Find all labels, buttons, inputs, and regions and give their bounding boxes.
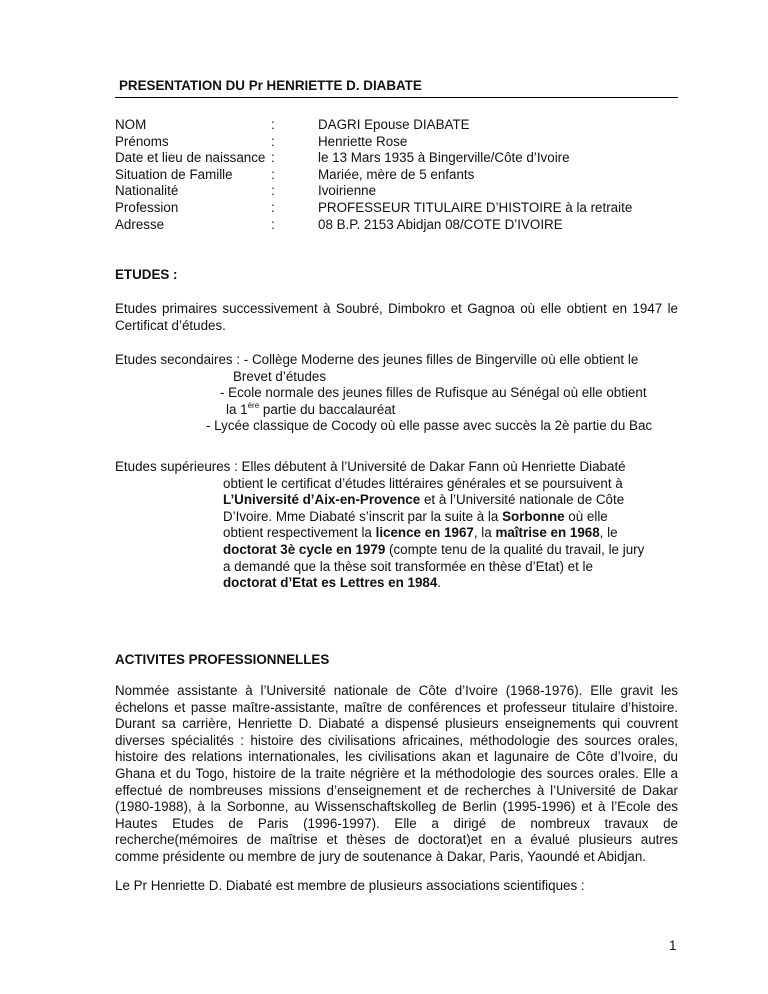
text-line: a demandé que la thèse soit transformée en thèse d’Etat) et le bbox=[223, 558, 593, 574]
text-line: - Ecole normale des jeunes filles de Rufisque au Sénégal où elle obtient bbox=[220, 385, 647, 401]
text-line: Etudes primaires successivement à Soubré, Dimbokro et Gagnoa où elle obtient en 1947 le bbox=[115, 301, 678, 316]
etudes-primaires bbox=[115, 301, 678, 334]
emphasis: L’Université d’Aix-en-Provence bbox=[223, 492, 421, 508]
identity-table bbox=[115, 117, 675, 233]
info-value: Mariée, mère de 5 enfants bbox=[318, 166, 475, 182]
emphasis: maîtrise en 1968 bbox=[495, 525, 600, 541]
info-value: Henriette Rose bbox=[318, 133, 408, 149]
info-colon: : bbox=[271, 199, 275, 215]
text-line: obtient le certificat d’études littéraires générales et se poursuivent à bbox=[223, 475, 623, 491]
info-value: le 13 Mars 1935 à Bingerville/Côte d’Ivoire bbox=[318, 150, 570, 166]
info-row bbox=[115, 183, 675, 200]
text-fragment: et à l’Université nationale de Côte bbox=[420, 492, 625, 508]
text-line bbox=[115, 575, 678, 592]
text-line: histoire des relations internationales, les civilisations akan et lagunaire de Côte d’Ivoire, du bbox=[115, 749, 678, 765]
text-line: Ghana et du Togo, histoire de la traite négrière et la méthodologie des sources orales. Elle a bbox=[115, 765, 678, 781]
info-value: DAGRI Epouse DIABATE bbox=[318, 117, 470, 132]
text-line: Certificat d’études. bbox=[115, 317, 226, 333]
text-line bbox=[115, 525, 678, 542]
info-label: Date et lieu de naissance bbox=[115, 150, 266, 166]
info-label: NOM bbox=[115, 117, 147, 132]
info-colon: : bbox=[271, 133, 275, 149]
text-line: (1980-1988), à la Sorbonne, au Wissenschaftskolleg de Berlin (1995-1996) et à l’Ecole des bbox=[115, 799, 678, 815]
info-label: Adresse bbox=[115, 216, 165, 232]
text-line: Nommée assistante à l’Université nationale de Côte d’Ivoire (1968-1976). Elle gravit les bbox=[115, 683, 678, 698]
emphasis: Sorbonne bbox=[502, 508, 565, 524]
text-line: Brevet d’études bbox=[233, 368, 327, 384]
text-fragment: obtient respectivement la bbox=[223, 525, 376, 541]
text-line: recherche(mémoires de maîtrise et thèses de doctorat)et en a évalué plusieurs autres bbox=[115, 832, 678, 848]
text-fragment: , le bbox=[599, 525, 618, 541]
text-line: Hautes Etudes de Paris (1996-1997). Elle a dirigé de nombreux travaux de bbox=[115, 815, 678, 831]
page-title: PRESENTATION DU Pr HENRIETTE D. DIABATE bbox=[119, 78, 422, 93]
activites-heading: ACTIVITES PROFESSIONNELLES bbox=[115, 652, 330, 667]
text-line bbox=[115, 542, 678, 559]
info-colon: : bbox=[271, 150, 275, 166]
info-row bbox=[115, 167, 675, 184]
text-fragment: où elle bbox=[564, 508, 608, 524]
text-line: comme présidente ou membre de jury de soutenance à Dakar, Paris, Yaoundé et Abidjan. bbox=[115, 848, 646, 864]
text-line: échelons et passe maître-assistante, maître de conférences et professeur titulaire d’histoire. bbox=[115, 699, 678, 715]
text-fragment: (compte tenu de la qualité du travail, le jury bbox=[385, 541, 645, 557]
associations-intro bbox=[115, 878, 678, 895]
text-line bbox=[115, 509, 678, 526]
text-line: Etudes supérieures : Elles débutent à l’Université de Dakar Fann où Henriette Diabaté bbox=[115, 459, 626, 474]
etudes-heading: ETUDES : bbox=[115, 267, 178, 282]
info-value: PROFESSEUR TITULAIRE D’HISTOIRE à la retraite bbox=[318, 199, 633, 215]
text-line: Le Pr Henriette D. Diabaté est membre de plusieurs associations scientifiques : bbox=[115, 878, 585, 893]
text-line: Etudes secondaires : - Collège Moderne des jeunes filles de Bingerville où elle obtient le bbox=[115, 352, 639, 367]
text-line: - Lycée classique de Cocody où elle passe avec succès la 2è partie du Bac bbox=[206, 418, 653, 434]
emphasis: licence en 1967 bbox=[375, 525, 474, 541]
info-colon: : bbox=[271, 183, 275, 199]
text-line: effectué de nombreuses missions d’enseignement et de recherches à l’Université de Dakar bbox=[115, 782, 678, 798]
info-label: Profession bbox=[115, 199, 179, 215]
info-value: 08 B.P. 2153 Abidjan 08/COTE D’IVOIRE bbox=[318, 216, 563, 232]
title-underline bbox=[115, 78, 678, 98]
info-row bbox=[115, 150, 675, 167]
text-line bbox=[115, 492, 678, 509]
info-label: Situation de Famille bbox=[115, 166, 233, 182]
text-fragment: D’Ivoire. Mme Diabaté s’inscrit par la suite à la bbox=[223, 508, 503, 524]
text-line: Durant sa carrière, Henriette D. Diabaté a dispensé plusieurs enseignements qui couvrent bbox=[115, 716, 678, 732]
emphasis: doctorat d’Etat es Lettres en 1984 bbox=[223, 575, 438, 591]
text-line bbox=[115, 402, 695, 419]
info-label: Prénoms bbox=[115, 133, 169, 149]
info-row bbox=[115, 200, 675, 217]
etudes-secondaires bbox=[115, 352, 695, 435]
etudes-superieures bbox=[115, 459, 678, 592]
info-row bbox=[115, 117, 675, 134]
info-row bbox=[115, 134, 675, 151]
text-fragment: , la bbox=[473, 525, 496, 541]
text-line: diverses spécialités : histoire des civilisations africaines, méthodologie des sources orales, bbox=[115, 732, 678, 748]
info-colon: : bbox=[271, 166, 275, 182]
info-colon: : bbox=[271, 117, 275, 132]
text-fragment: la 1 bbox=[226, 401, 248, 417]
emphasis: doctorat 3è cycle en 1979 bbox=[223, 541, 386, 557]
superscript: ère bbox=[247, 400, 260, 410]
info-label: Nationalité bbox=[115, 183, 179, 199]
info-value: Ivoirienne bbox=[318, 183, 377, 199]
text-fragment: partie du baccalauréat bbox=[259, 401, 396, 417]
page-number: 1 bbox=[669, 938, 677, 953]
info-row bbox=[115, 217, 675, 234]
text-fragment: . bbox=[437, 575, 442, 591]
activites-paragraph bbox=[115, 683, 678, 866]
info-colon: : bbox=[271, 216, 275, 232]
